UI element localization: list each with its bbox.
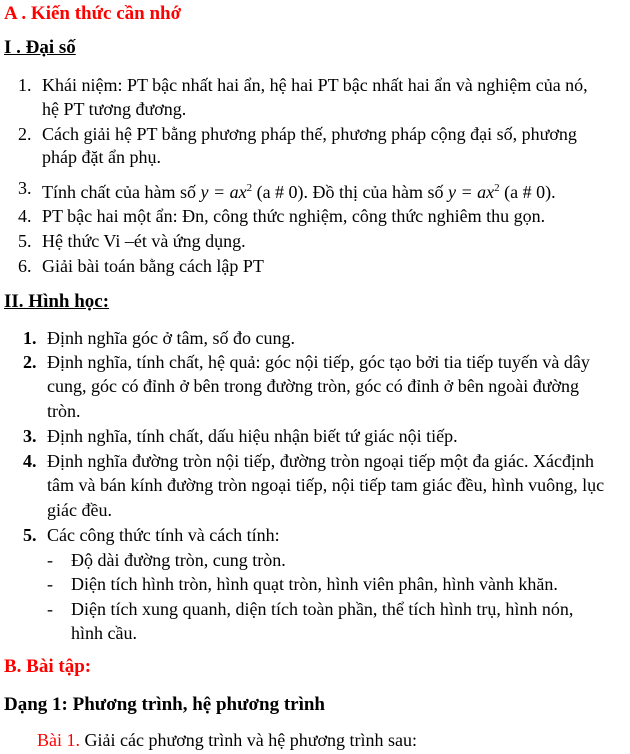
exponent: 2 xyxy=(246,182,253,194)
list-item-line: Định nghĩa đường tròn nội tiếp, đường tròn ngoại tiếp một đa giác. Xácđịnh xyxy=(47,451,594,471)
list-number: 4. xyxy=(23,451,37,471)
formula: y = ax xyxy=(200,182,247,202)
list-number: 2. xyxy=(23,352,37,372)
bullet-line: Độ dài đường tròn, cung tròn. xyxy=(71,550,286,570)
section-b-heading: B. Bài tập: xyxy=(4,656,92,677)
list-item-line: Cách giải hệ PT bằng phương pháp thế, phương pháp cộng đại số, phương xyxy=(42,124,577,144)
dang-1-heading: Dạng 1: Phương trình, hệ phương trình xyxy=(4,694,325,715)
text: (a # 0). xyxy=(499,182,556,202)
list-item-line: Định nghĩa, tính chất, dấu hiệu nhận biết tứ giác nội tiếp. xyxy=(47,426,458,446)
exponent: 2 xyxy=(494,182,500,194)
list-item-line: hệ PT tương đương. xyxy=(42,99,187,119)
bullet-line: hình cầu. xyxy=(71,623,137,643)
list-item-line: tròn. xyxy=(47,401,81,421)
list-number: 4. xyxy=(18,206,32,226)
list-item-line: tâm và bán kính đường tròn ngoại tiếp, nội tiếp tam giác đều, hình vuông, lục xyxy=(47,475,605,495)
list-item-line: Hệ thức Vi –ét và ứng dụng. xyxy=(42,231,246,251)
bullet-dash: - xyxy=(47,599,53,619)
list-number: 5. xyxy=(23,525,37,545)
list-number: 1. xyxy=(23,328,37,348)
bullet-dash: - xyxy=(47,574,53,594)
list-item-line xyxy=(42,177,556,203)
algebra-heading: I . Đại số xyxy=(4,37,76,58)
list-item-line: Khái niệm: PT bậc nhất hai ẩn, hệ hai PT bậc nhất hai ẩn và nghiệm của nó, xyxy=(42,75,588,95)
list-item-line: Các công thức tính và cách tính: xyxy=(47,525,280,545)
exercise-1 xyxy=(37,729,417,751)
list-number: 3. xyxy=(18,178,32,198)
list-number: 5. xyxy=(18,231,32,251)
bullet-line: Diện tích xung quanh, diện tích toàn phần, thể tích hình trụ, hình nón, xyxy=(71,599,574,619)
list-item-line: pháp đặt ẩn phụ. xyxy=(42,147,161,167)
formula: y = ax xyxy=(448,182,495,202)
list-item-line: Giải bài toán bằng cách lập PT xyxy=(42,256,264,276)
list-number: 6. xyxy=(18,256,32,276)
list-item-line: giác đều. xyxy=(47,500,112,520)
list-number: 1. xyxy=(18,75,32,95)
list-item-line: Định nghĩa góc ở tâm, số đo cung. xyxy=(47,328,295,348)
list-number: 2. xyxy=(18,124,32,144)
list-item-line: Định nghĩa, tính chất, hệ quả: góc nội tiếp, góc tạo bởi tia tiếp tuyến và dây xyxy=(47,352,590,372)
list-item-line: PT bậc hai một ẩn: Đn, công thức nghiệm, công thức nghiêm thu gọn. xyxy=(42,206,546,226)
exercise-1-label: Bài 1. xyxy=(37,730,80,750)
list-item-line: cung, góc có đỉnh ở bên trong đường tròn, góc có đỉnh ở bên ngoài đường xyxy=(47,376,579,396)
text: (a # 0). Đồ thị của hàm số xyxy=(252,182,449,202)
bullet-line: Diện tích hình tròn, hình quạt tròn, hình viên phân, hình vành khăn. xyxy=(71,574,558,594)
text: Tính chất của hàm số xyxy=(42,182,201,202)
section-a-heading: A . Kiến thức cần nhớ xyxy=(4,3,182,24)
bullet-dash: - xyxy=(47,550,53,570)
list-number: 3. xyxy=(23,426,37,446)
exercise-1-text: Giải các phương trình và hệ phương trình sau: xyxy=(80,730,417,750)
geometry-heading: II. Hình học: xyxy=(4,291,110,312)
